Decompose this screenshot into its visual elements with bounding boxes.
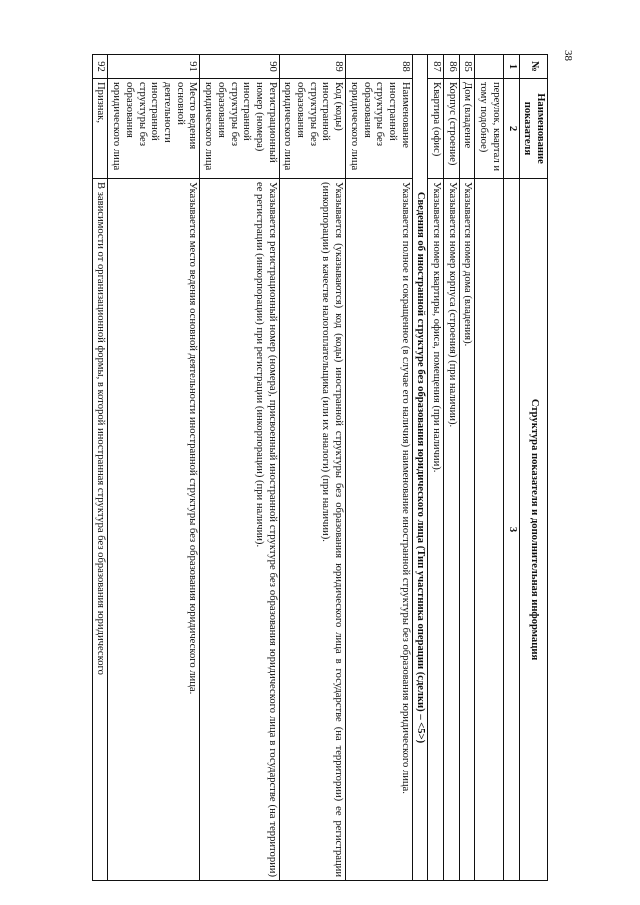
- row-name: Дом (владение: [459, 79, 475, 179]
- row-number: 88: [346, 55, 413, 79]
- table-row: [459, 55, 475, 881]
- row-description: Указывается (указываются) код (коды) иностранной структуры без образования юридического лица в государстве (на территории) ее регистрации (инкорпорации) в качестве налогоплательщика (или их аналоги) (при наличии).: [279, 179, 346, 881]
- row-number: 89: [279, 55, 346, 79]
- row-description: Указывается номер корпуса (строения) (при наличии).: [444, 179, 460, 881]
- section-heading-row: [412, 55, 428, 881]
- indicator-table: [92, 54, 548, 881]
- table-column-index-row: [503, 55, 519, 881]
- row-name: Признак,: [92, 79, 108, 179]
- row-name: Регистрационный номер (номера) иностранной структуры без образования юридического лица: [200, 79, 279, 179]
- row-number: 92: [92, 55, 108, 79]
- header-structure: Структура показателя и дополнительная информация: [519, 179, 547, 881]
- row-description: Указывается место ведения основной деятельности иностранной структуры без образования юридического лица.: [108, 179, 200, 881]
- row-description: Указывается регистрационный номер (номера), присвоенный иностранной структуре без образования юридического лица в государстве (на территории) ее регистрации (инкорпорации) при регистрации (инкорпорации) (при наличии).: [200, 179, 279, 881]
- row-description: Указывается номер дома (владения).: [459, 179, 475, 881]
- column-index-1: 1: [503, 55, 519, 79]
- column-index-2: 2: [503, 79, 519, 179]
- header-indicator-name: Наименование показателя: [519, 79, 547, 179]
- page-number: 38: [562, 50, 574, 61]
- row-name: Корпус (строение): [444, 79, 460, 179]
- row-number: [475, 55, 503, 79]
- row-number: 85: [459, 55, 475, 79]
- row-name: Квартира (офис): [428, 79, 444, 179]
- table-row: [279, 55, 346, 881]
- row-name: Код (коды) иностранной структуры без образования юридического лица: [279, 79, 346, 179]
- table-row: [200, 55, 279, 881]
- table-row: [444, 55, 460, 881]
- row-description: Указывается номер квартиры, офиса, помещения (при наличии).: [428, 179, 444, 881]
- row-number: 91: [108, 55, 200, 79]
- row-name: Наименование иностранной структуры без образования юридического лица: [346, 79, 413, 179]
- row-description: В зависимости от организационной формы, в которой иностранная структура без образования юридического: [92, 179, 108, 881]
- table-row: [475, 55, 503, 881]
- section-title: Сведения об иностранной структуре без образования юридического лица (Тип участника операции (сделки) – <5>): [412, 55, 428, 881]
- header-number: №: [519, 55, 547, 79]
- row-number: 86: [444, 55, 460, 79]
- table-row: [92, 55, 108, 881]
- row-number: 90: [200, 55, 279, 79]
- row-description: [475, 179, 503, 881]
- table-header-row: [519, 55, 547, 881]
- table-row: [428, 55, 444, 881]
- row-name: Место ведения основной деятельности иностранной структуры без образования юридического лица: [108, 79, 200, 179]
- table-row: [108, 55, 200, 881]
- row-description: Указывается полное и сокращенное (в случае его наличия) наименование иностранной структуры без образования юридического лица.: [346, 179, 413, 881]
- row-name: переулок, квартал и тому подобное): [475, 79, 503, 179]
- rotated-table-page: [68, 54, 548, 880]
- row-number: 87: [428, 55, 444, 79]
- column-index-3: 3: [503, 179, 519, 881]
- table-row: [346, 55, 413, 881]
